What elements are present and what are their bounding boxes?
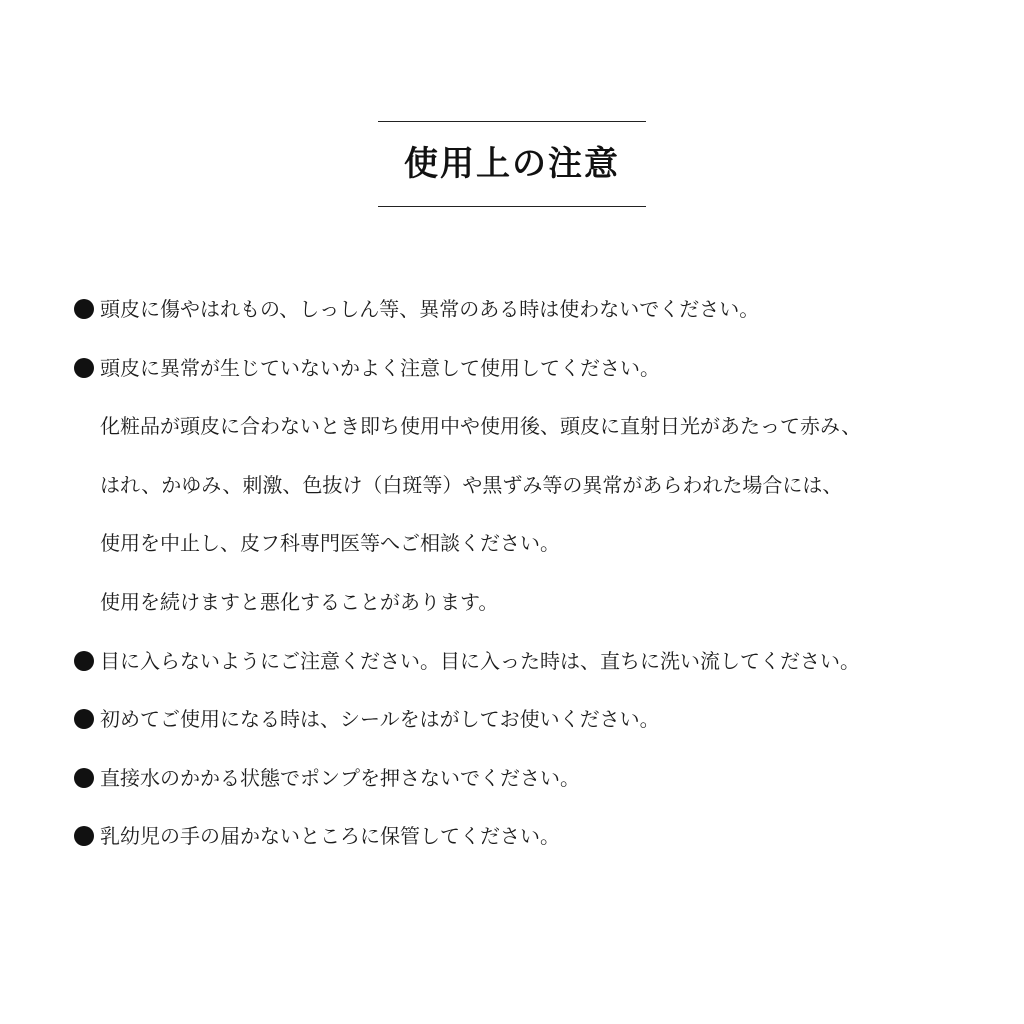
caution-continuation	[74, 582, 1014, 641]
caution-text: 化粧品が頭皮に合わないとき即ち使用中や使用後、頭皮に直射日光があたって赤み、	[100, 414, 862, 439]
bullet-icon	[74, 768, 94, 788]
caution-continuation	[74, 465, 1014, 524]
caution-item	[74, 699, 1014, 758]
caution-text: 直接水のかかる状態でポンプを押さないでください。	[100, 765, 580, 790]
caution-item	[74, 289, 1014, 348]
caution-list	[74, 289, 1014, 875]
title-bottom-rule	[378, 206, 646, 207]
caution-text: 頭皮に傷やはれもの、しっしん等、異常のある時は使わないでください。	[100, 297, 760, 321]
caution-text: 初めてご使用になる時は、シールをはがしてお使いください。	[100, 707, 660, 732]
caution-item	[74, 758, 1014, 817]
caution-text: 頭皮に異常が生じていないかよく注意して使用してください。	[100, 355, 660, 380]
caution-text: 使用を続けますと悪化することがあります。	[100, 589, 499, 614]
title-block	[378, 121, 646, 207]
bullet-icon	[74, 709, 94, 729]
page-title: 使用上の注意	[404, 144, 620, 184]
caution-continuation	[74, 406, 1014, 465]
bullet-icon	[74, 299, 94, 319]
caution-text: 目に入らないようにご注意ください。目に入った時は、直ちに洗い流してください。	[100, 648, 860, 673]
bullet-icon	[74, 358, 94, 378]
caution-item	[74, 641, 1014, 700]
caution-continuation	[74, 523, 1014, 582]
bullet-icon	[74, 651, 94, 671]
title-top-rule	[378, 121, 646, 122]
caution-item	[74, 348, 1014, 407]
caution-text: 乳幼児の手の届かないところに保管してください。	[100, 824, 560, 849]
bullet-icon	[74, 826, 94, 846]
caution-item	[74, 816, 1014, 875]
caution-text: 使用を中止し、皮フ科専門医等へご相談ください。	[100, 531, 560, 556]
caution-text: はれ、かゆみ、刺激、色抜け（白斑等）や黒ずみ等の異常があらわれた場合には、	[100, 472, 843, 497]
